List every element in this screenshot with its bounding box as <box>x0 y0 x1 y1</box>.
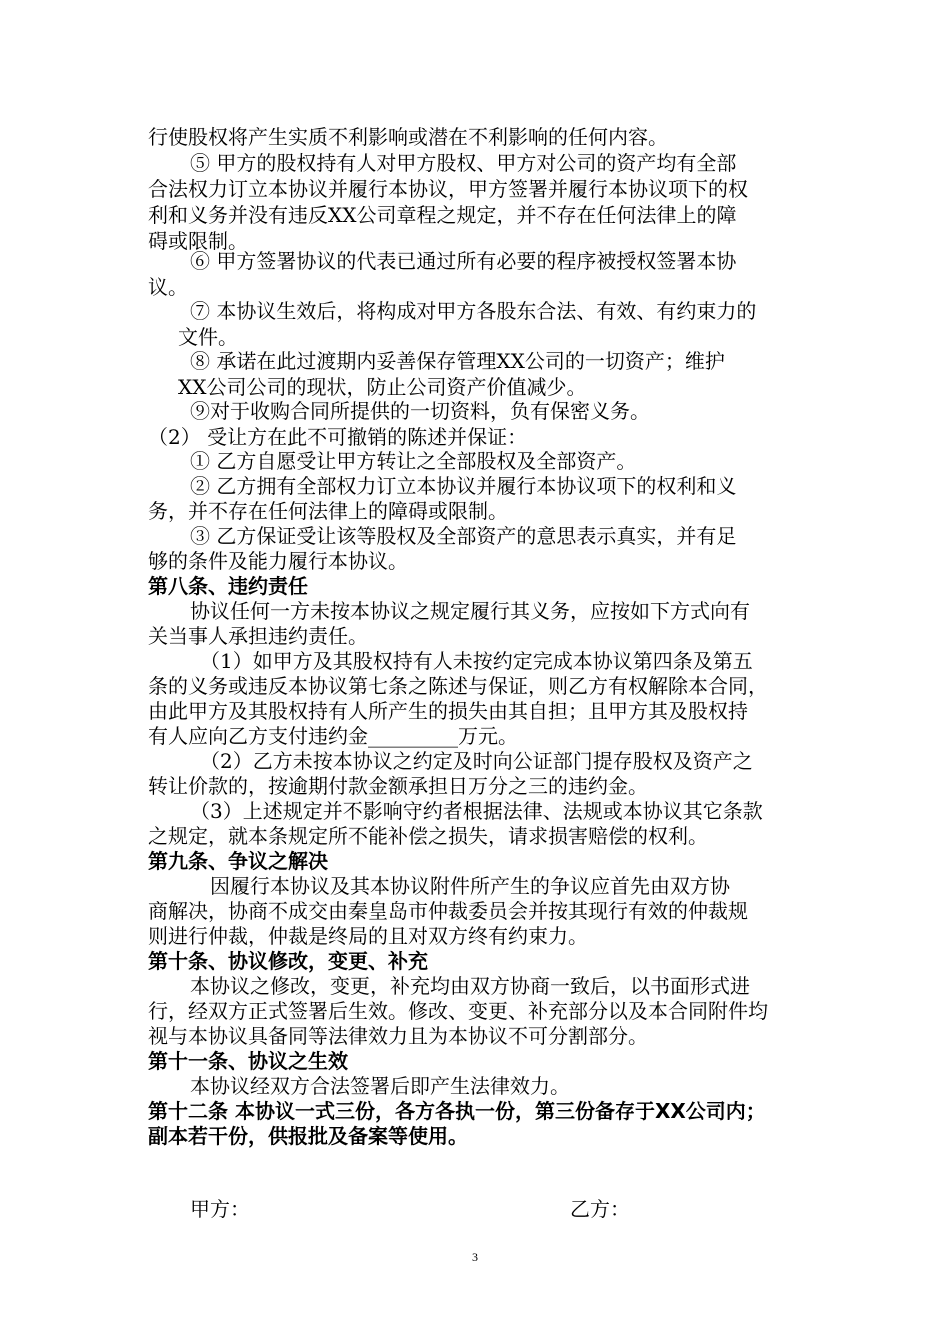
text-line: 关当事人承担违约责任。 <box>148 624 368 648</box>
text-line: 本协议之修改，变更，补充均由双方协商一致后，以书面形式进 <box>190 974 750 998</box>
text-line: ⑨对于收购合同所提供的一切资料，负有保密义务。 <box>190 399 650 423</box>
section-heading: 第十二条 本协议一式三份，各方各执一份，第三份备存于XX公司内； <box>148 1099 766 1123</box>
text-line: ⑤ 甲方的股权持有人对甲方股权、甲方对公司的资产均有全部 <box>190 151 737 175</box>
text-line: 有人应向乙方支付违约金_________万元。 <box>148 724 518 748</box>
text-line: 视与本协议具备同等法律效力且为本协议不可分割部分。 <box>148 1024 648 1048</box>
text-line: （3）上述规定并不影响守约者根据法律、法规或本协议其它条款 <box>190 799 763 823</box>
text-line: 商解决，协商不成交由秦皇岛市仲裁委员会并按其现行有效的仲裁规 <box>148 899 748 923</box>
section-heading: 第八条、违约责任 <box>148 574 308 598</box>
text-line: 条的义务或违反本协议第七条之陈述与保证，则乙方有权解除本合同， <box>148 674 768 698</box>
text-line: 行，经双方正式签署后生效。修改、变更、补充部分以及本合同附件均 <box>148 999 768 1023</box>
text-line: ① 乙方自愿受让甲方转让之全部股权及全部资产。 <box>190 449 637 473</box>
text-line: 合法权力订立本协议并履行本协议，甲方签署并履行本协议项下的权 <box>148 177 748 201</box>
text-line: 之规定，就本条规定所不能补偿之损失，请求损害赔偿的权利。 <box>148 824 708 848</box>
text-line: XX公司公司的现状，防止公司资产价值减少。 <box>178 375 587 399</box>
text-line: 文件。 <box>178 325 238 349</box>
text-line: （2）乙方未按本协议之约定及时向公证部门提存股权及资产之 <box>200 749 753 773</box>
text-line: 议。 <box>148 275 188 299</box>
section-heading: 第十一条、协议之生效 <box>148 1049 348 1073</box>
text-line: ⑧ 承诺在此过渡期内妥善保存管理XX公司的一切资产；维护 <box>190 349 725 373</box>
text-line: ② 乙方拥有全部权力订立本协议并履行本协议项下的权利和义 <box>190 474 737 498</box>
text-line: 务，并不存在任何法律上的障碍或限制。 <box>148 499 508 523</box>
text-line: （1）如甲方及其股权持有人未按约定完成本协议第四条及第五 <box>200 649 753 673</box>
text-line: ⑦ 本协议生效后，将构成对甲方各股东合法、有效、有约束力的 <box>190 299 757 323</box>
section-heading: 第九条、争议之解决 <box>148 849 328 873</box>
text-line: 行使股权将产生实质不利影响或潜在不利影响的任何内容。 <box>148 125 668 149</box>
text-line: ⑥ 甲方签署协议的代表已通过所有必要的程序被授权签署本协 <box>190 249 737 273</box>
text-line: 本协议经双方合法签署后即产生法律效力。 <box>190 1074 570 1098</box>
text-line: ③ 乙方保证受让该等股权及全部资产的意思表示真实，并有足 <box>190 524 737 548</box>
text-line: 因履行本协议及其本协议附件所产生的争议应首先由双方协 <box>210 874 730 898</box>
page-number: 3 <box>472 1250 478 1264</box>
text-line: 转让价款的，按逾期付款金额承担日万分之三的违约金。 <box>148 774 648 798</box>
party-a-signature-label: 甲方： <box>190 1197 250 1221</box>
text-line: 则进行仲裁，仲裁是终局的且对双方终有约束力。 <box>148 924 588 948</box>
text-line: 够的条件及能力履行本协议。 <box>148 549 408 573</box>
text-line: 由此甲方及其股权持有人所产生的损失由其自担；且甲方其及股权持 <box>148 699 748 723</box>
text-line: 碍或限制。 <box>148 229 248 253</box>
party-b-signature-label: 乙方： <box>570 1197 630 1221</box>
text-line: （2） 受让方在此不可撤销的陈述并保证： <box>148 425 528 449</box>
text-line: 副本若干份，供报批及备案等使用。 <box>148 1124 468 1148</box>
text-line: 协议任何一方未按本协议之规定履行其义务，应按如下方式向有 <box>190 599 750 623</box>
text-line: 利和义务并没有违反XX公司章程之规定，并不存在任何法律上的障 <box>148 203 737 227</box>
section-heading: 第十条、协议修改，变更、补充 <box>148 949 428 973</box>
